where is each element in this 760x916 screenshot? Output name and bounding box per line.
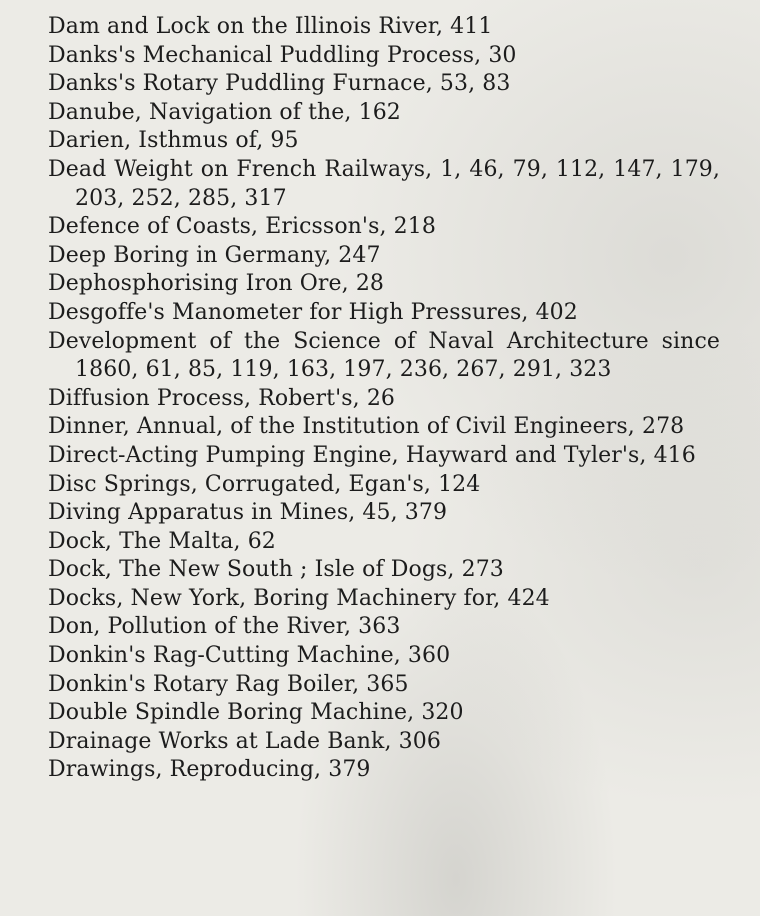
index-entry: Docks, New York, Boring Machinery for, 424 bbox=[48, 585, 550, 611]
index-entry: Direct-Acting Pumping Engine, Hayward and Tyler's, 416 bbox=[48, 442, 696, 468]
index-entry: Defence of Coasts, Ericsson's, 218 bbox=[48, 214, 436, 240]
index-entry: Dock, The New South ; Isle of Dogs, 273 bbox=[48, 557, 504, 583]
index-entry: Dephosphorising Iron Ore, 28 bbox=[48, 271, 385, 297]
index-entry: Drainage Works at Lade Bank, 306 bbox=[48, 728, 441, 754]
index-entry: Darien, Isthmus of, 95 bbox=[48, 128, 299, 154]
index-entry: Dead Weight on French Railways, 1, 46, 79, 112, 147, 179, 203, 252, 285, 317 bbox=[48, 156, 720, 211]
index-entry: Disc Springs, Corrugated, Egan's, 124 bbox=[48, 471, 481, 497]
index-entry: Drawings, Reproducing, 379 bbox=[48, 757, 371, 783]
index-entry: Danks's Rotary Puddling Furnace, 53, 83 bbox=[48, 71, 511, 97]
index-entry: Donkin's Rotary Rag Boiler, 365 bbox=[48, 671, 409, 697]
index-entry: Donkin's Rag-Cutting Machine, 360 bbox=[48, 643, 451, 669]
index-entry: Don, Pollution of the River, 363 bbox=[48, 614, 401, 640]
index-entry: Danks's Mechanical Puddling Process, 30 bbox=[48, 42, 517, 68]
index-entry: Dock, The Malta, 62 bbox=[48, 528, 276, 554]
index-entry: Danube, Navigation of the, 162 bbox=[48, 99, 401, 125]
index-entry: Double Spindle Boring Machine, 320 bbox=[48, 700, 464, 726]
index-entry: Development of the Science of Naval Architecture since 1860, 61, 85, 119, 163, 197, 236, 267, 291, 323 bbox=[48, 328, 720, 383]
index-entry: Dam and Lock on the Illinois River, 411 bbox=[48, 14, 493, 39]
index-list bbox=[48, 13, 720, 785]
index-entry: Desgoffe's Manometer for High Pressures, 402 bbox=[48, 299, 578, 325]
index-entry: Deep Boring in Germany, 247 bbox=[48, 242, 381, 268]
index-entry: Diffusion Process, Robert's, 26 bbox=[48, 385, 396, 411]
index-entry: Diving Apparatus in Mines, 45, 379 bbox=[48, 500, 448, 526]
index-entry: Dinner, Annual, of the Institution of Civil Engineers, 278 bbox=[48, 414, 685, 440]
